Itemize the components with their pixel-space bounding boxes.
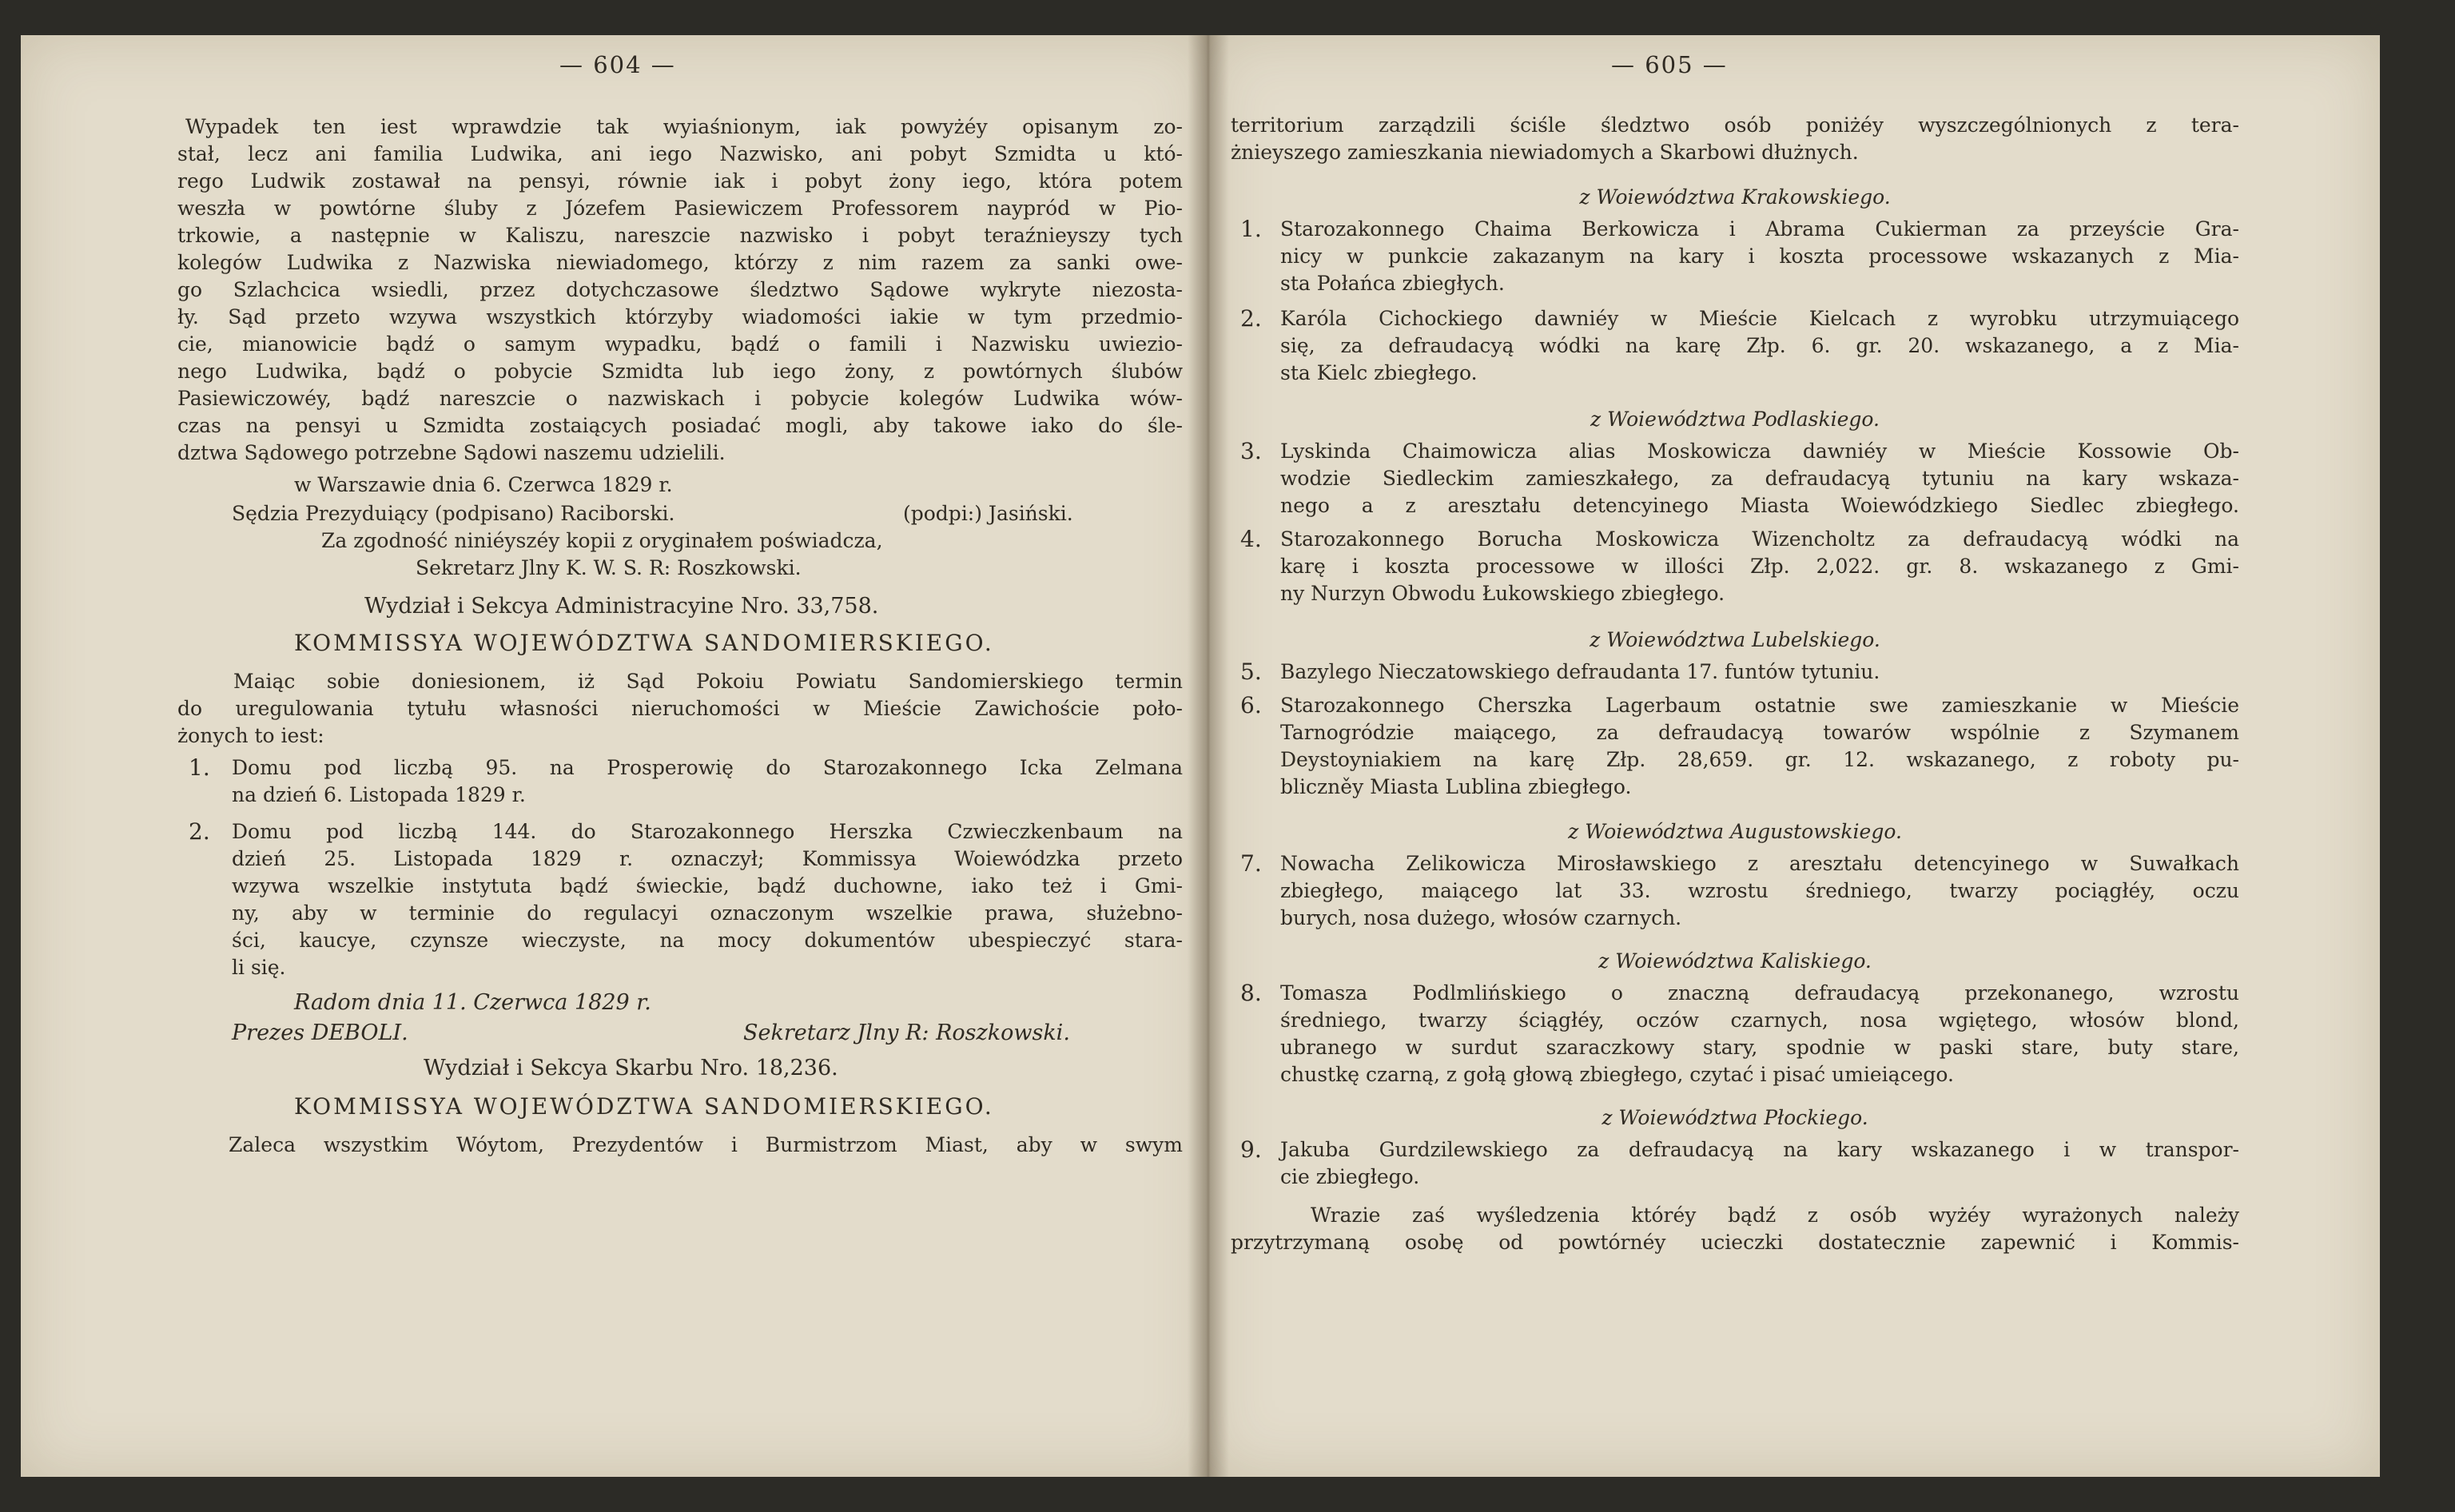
book-gutter <box>1188 35 1229 1477</box>
item-number: 5. <box>1240 659 1262 685</box>
text-line: Bazylego Nieczatowskiego defraudanta 17. funtów tytuniu. <box>1280 660 1880 683</box>
text-line: nego Ludwika, bądź o pobycie Szmidta lub iego żony, z powtórnych ślubów <box>177 360 1183 383</box>
text-line: cie, mianowicie bądź o samym wypadku, bądź o famili i Nazwisku uwiezio- <box>177 332 1183 356</box>
province-heading: z Woiewództwa Lubelskiego. <box>1590 628 1880 651</box>
text-line: Nowacha Zelikowicza Mirosławskiego z areształu detencyinego w Suwałkach <box>1280 852 2239 875</box>
text-line: Tomasza Podlmlińskiego o znaczną defraudacyą przekonanego, wzrostu <box>1280 981 2239 1005</box>
text-line: wodzie Siedleckim zamieszkałego, za defraudacyą tytuniu na kary wskaza- <box>1280 467 2239 490</box>
text-line: nicy w punkcie zakazanym na kary i koszta processowe wskazanych z Mia- <box>1280 245 2239 268</box>
text-line: nego a z areształu detencyinego Miasta Woiewódzkiego Siedlec zbiegłego. <box>1280 494 2239 517</box>
text-line: Pasiewiczowéy, bądź nareszcie o nazwiskach i pobycie kolegów Ludwika wów- <box>177 387 1183 410</box>
text-line: Wypadek ten iest wprawdzie tak wyiaśnionym, iak powyżéy opisanym zo- <box>185 115 1183 138</box>
text-line: kolegów Ludwika z Nazwiska niewiadomego, którzy z nim razem za sanki owe- <box>177 251 1183 274</box>
text-line: territorium zarządzili ściśle śledztwo osób poniżéy wyszczególnionych z tera- <box>1231 113 2239 137</box>
text-line: zbiegłego, maiącego lat 33. wzrostu średniego, twarzy pociągłéy, oczu <box>1280 879 2239 902</box>
item-number: 1. <box>189 754 210 781</box>
text-line: wzywa wszelkie instytuta bądź świeckie, bądź duchowne, iako też i Gmi- <box>232 874 1183 897</box>
text-line: Deystoyniakiem na karę Złp. 28,659. gr. 12. wskazanego, z roboty pu- <box>1280 748 2239 771</box>
text-line: Zaleca wszystkim Wóytom, Prezydentów i Burmistrzom Miast, aby w swym <box>229 1133 1183 1156</box>
signature-secretary: Sekretarz Jlny R: Roszkowski. <box>743 1021 1070 1045</box>
item-number: 2. <box>189 818 210 845</box>
text-line: dzień 25. Listopada 1829 r. oznaczył; Kommissya Woiewódzka przeto <box>232 847 1183 870</box>
province-heading: z Woiewództwa Płockiego. <box>1602 1106 1868 1129</box>
attestation-line: Za zgodność niniéyszéy kopii z oryginałem poświadcza, <box>321 529 883 552</box>
text-line: na dzień 6. Listopada 1829 r. <box>232 783 526 806</box>
text-line: sta Połańca zbiegłych. <box>1280 272 1505 295</box>
text-line: dztwa Sądowego potrzebne Sądowi naszemu udzielili. <box>177 441 726 464</box>
page-number-right: — 605 — <box>1611 51 1728 78</box>
text-line: chustkę czarną, z gołą głową zbiegłego, czytać i pisać umieiącego. <box>1280 1063 1954 1086</box>
text-line: ści, kaucye, czynsze wieczyste, na mocy dokumentów ubespieczyć stara- <box>232 929 1183 952</box>
text-line: przytrzymaną osobę od powtórnéy ucieczki dostatecznie zapewnić i Kommis- <box>1231 1231 2239 1254</box>
text-line: li się. <box>232 956 286 979</box>
text-line: Karóla Cichockiego dawniéy w Mieście Kielcach z wyrobku utrzymuiącego <box>1280 307 2239 330</box>
text-line: stał, lecz ani familia Ludwika, ani iego Nazwisko, ani pobyt Szmidta u któ- <box>177 142 1183 165</box>
text-line: Tarnogródzie maiącego, za defraudacyą towarów wspólnie z Szymanem <box>1280 721 2239 744</box>
section-heading: KOMMISSYA WOJEWÓDZTWA SANDOMIERSKIEGO. <box>294 1093 994 1120</box>
item-number: 8. <box>1240 980 1262 1006</box>
text-line: bliczněy Miasta Lublina zbiegłego. <box>1280 775 1632 798</box>
province-heading: z Woiewództwa Augustowskiego. <box>1568 820 1902 843</box>
item-number: 2. <box>1240 305 1262 332</box>
date-line: w Warszawie dnia 6. Czerwca 1829 r. <box>294 473 673 496</box>
text-line: sta Kielc zbiegłego. <box>1280 361 1478 384</box>
section-heading: KOMMISSYA WOJEWÓDZTWA SANDOMIERSKIEGO. <box>294 630 994 656</box>
text-line: trkowie, a następnie w Kaliszu, nareszcie nazwisko i pobyt teraźnieyszy tych <box>177 224 1183 247</box>
text-line: żonych to iest: <box>177 724 324 747</box>
text-line: czas na pensyi u Szmidta zostaiących posiadać mogli, aby takowe iako do śle- <box>177 414 1183 437</box>
signature-president: Prezes DEBOLI. <box>232 1021 408 1045</box>
text-line: Maiąc sobie doniesionem, iż Sąd Pokoiu Powiatu Sandomierskiego termin <box>233 670 1183 693</box>
text-line: rego Ludwik zostawał na pensyi, równie iak i pobyt żony iego, która potem <box>177 169 1183 193</box>
item-number: 9. <box>1240 1136 1262 1163</box>
attestation-secretary: Sekretarz Jlny K. W. S. R: Roszkowski. <box>416 556 802 579</box>
text-line: średniego, twarzy ściągłéy, oczów czarnych, nosa wgiętego, włosów blond, <box>1280 1009 2239 1032</box>
text-line: ły. Sąd przeto wzywa wszystkich którzyby wiadomości iakie w tym przedmio- <box>177 305 1183 328</box>
department-line: Wydział i Sekcya Skarbu Nro. 18,236. <box>424 1056 838 1080</box>
province-heading: z Woiewództwa Krakowskiego. <box>1579 185 1891 209</box>
province-heading: z Woiewództwa Kaliskiego. <box>1598 949 1872 973</box>
text-line: Domu pod liczbą 95. na Prosperowię do Starozakonnego Icka Zelmana <box>232 756 1183 779</box>
text-line: ubranego w surdut szaraczkowy stary, spodnie w paski stare, buty stare, <box>1280 1036 2239 1059</box>
text-line: Starozakonnego Borucha Moskowicza Wizencholtz za defraudacyą wódki na <box>1280 527 2239 551</box>
signature-clerk: (podpi:) Jasiński. <box>903 502 1073 525</box>
page-number-left: — 604 — <box>559 51 676 78</box>
text-line: do uregulowania tytułu własności nieruchomości w Mieście Zawichoście poło- <box>177 697 1183 720</box>
text-line: burych, nosa dużego, włosów czarnych. <box>1280 906 1682 929</box>
text-line: Jakuba Gurdzilewskiego za defraudacyą na kary wskazanego i w transpor- <box>1280 1138 2239 1161</box>
text-line: karę i koszta processowe w illości Złp. 2,022. gr. 8. wskazanego z Gmi- <box>1280 555 2239 578</box>
text-line: Wrazie zaś wyśledzenia któréy bądź z osób wyżéy wyrażonych należy <box>1311 1204 2239 1227</box>
item-number: 7. <box>1240 850 1262 877</box>
text-line: Starozakonnego Cherszka Lagerbaum ostatnie swe zamieszkanie w Mieście <box>1280 694 2239 717</box>
text-line: cie zbiegłego. <box>1280 1165 1420 1188</box>
text-line: Lyskinda Chaimowicza alias Moskowicza dawniéy w Mieście Kossowie Ob- <box>1280 440 2239 463</box>
text-line: się, za defraudacyą wódki na karę Złp. 6. gr. 20. wskazanego, a z Mia- <box>1280 334 2239 357</box>
text-line: weszła w powtórne śluby z Józefem Pasiewiczem Professorem naypród w Pio- <box>177 197 1183 220</box>
text-line: go Szlachcica wsiedli, przez dotychczasowe śledztwo Sądowe wykryte niezosta- <box>177 278 1183 301</box>
item-number: 6. <box>1240 692 1262 718</box>
item-number: 1. <box>1240 216 1262 242</box>
text-line: ny, aby w terminie do regulacyi oznaczonym wszelkie prawa, służebno- <box>232 901 1183 925</box>
signature-judge: Sędzia Prezyduiący (podpisano) Raciborski. <box>232 502 675 525</box>
province-heading: z Woiewództwa Podlaskiego. <box>1590 408 1880 431</box>
department-line: Wydział i Sekcya Administracyine Nro. 33,758. <box>364 594 879 619</box>
item-number: 3. <box>1240 438 1262 464</box>
text-line: ny Nurzyn Obwodu Łukowskiego zbiegłego. <box>1280 582 1725 605</box>
text-line: żnieyszego zamieszkania niewiadomych a Skarbowi dłużnych. <box>1231 141 1859 164</box>
item-number: 4. <box>1240 526 1262 552</box>
text-line: Starozakonnego Chaima Berkowicza i Abrama Cukierman za przeyście Gra- <box>1280 217 2239 241</box>
text-line: Domu pod liczbą 144. do Starozakonnego Herszka Czwieczkenbaum na <box>232 820 1183 843</box>
place-date: Radom dnia 11. Czerwca 1829 r. <box>294 990 651 1015</box>
